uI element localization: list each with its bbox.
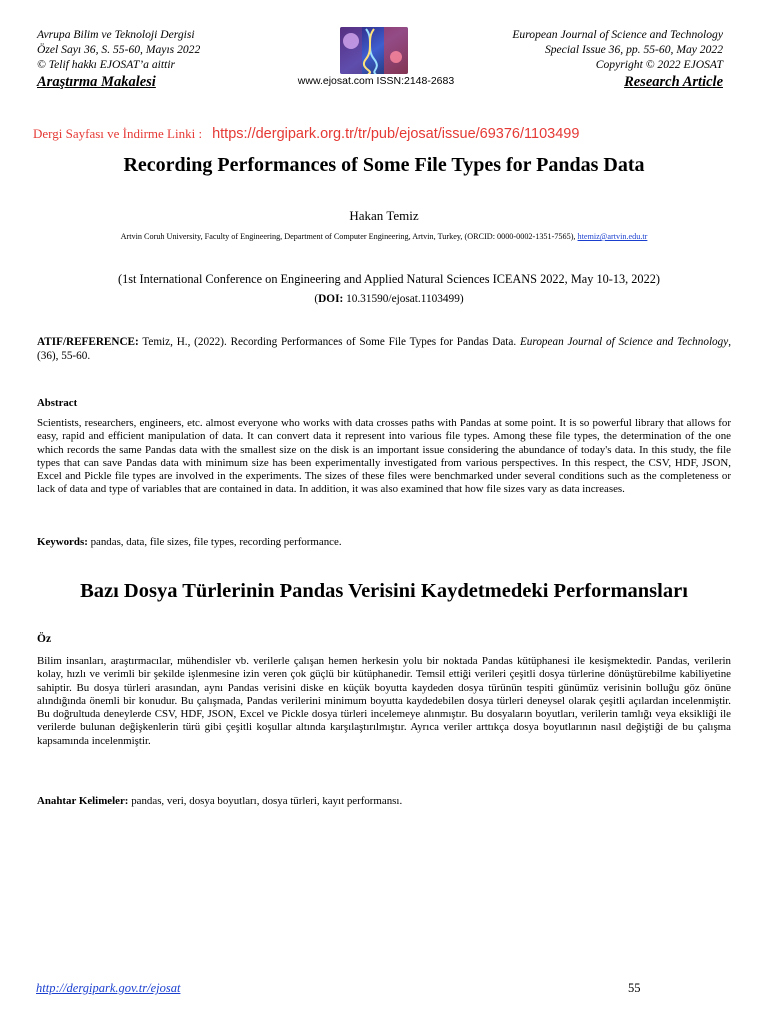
journal-cover-logo: [340, 27, 408, 74]
keywords-label: Keywords:: [37, 536, 88, 548]
doi-line: (DOI: 10.31590/ejosat.1103499): [314, 293, 464, 305]
author-affiliation: [0, 232, 768, 241]
anahtar-kelimeler-label: Anahtar Kelimeler:: [37, 795, 129, 807]
journal-header-left: [37, 27, 297, 91]
article-type-tr: Araştırma Makalesi: [37, 74, 156, 90]
download-link[interactable]: https://dergipark.org.tr/tr/pub/ejosat/issue/69376/1103499: [212, 126, 580, 142]
issn-line: www.ejosat.com ISSN:2148-2683: [297, 75, 455, 87]
page-number: 55: [628, 981, 641, 995]
affiliation-text: Artvin Coruh University, Faculty of Engineering, Department of Computer Engineering, Artvin, Turkey, (ORCID: 0000-0002-1351-7565),: [120, 232, 576, 241]
reference-label: ATIF/REFERENCE:: [37, 336, 139, 348]
keywords-text: pandas, data, file sizes, file types, recording performance.: [90, 536, 342, 548]
download-link-row: [33, 125, 579, 143]
reference-tail: , (36), 55-60.: [37, 336, 732, 362]
doi-label: DOI:: [318, 293, 344, 305]
oz-heading: Öz: [37, 633, 52, 645]
abstract-body: Scientists, researchers, engineers, etc. almost everyone who works with data crosses paths with Pandas at some point. It is so powerful library that allows for easy, rapid and efficient manipulation of data. It can convert data it represent into various file types. Among these file types, the determination of the one which records the same Pandas data with the smallest size on the disk is an important issue considering the abundance of today's data. In this study, the file types that can save Pandas data with minimum size has been experimentally investigated from various perspectives. In this respect, the CSV, HDF, JSON, Excel and Pickle file types are involved in the experiments. The sizes of these files were benchmarked under several conditions such as the completeness or lack of data and type of variables that are contained in data. In addition, it was also examined that how file sizes vary as data increases.: [37, 417, 731, 496]
download-link-label: Dergi Sayfası ve İndirme Linki :: [33, 126, 203, 141]
abstract-heading: Abstract: [37, 397, 78, 409]
article-type-en: Research Article: [624, 74, 723, 90]
keywords-line: [37, 536, 731, 549]
conference-info: (1st International Conference on Engineering and Applied Natural Sciences ICEANS 2022, May 10-13, 2022): [118, 272, 660, 286]
issue-info-en: Special Issue 36, pp. 55-60, May 2022: [544, 43, 723, 56]
anahtar-kelimeler-text: pandas, veri, dosya boyutları, dosya türleri, kayıt performansı.: [131, 795, 403, 807]
journal-header-right: [423, 27, 723, 91]
citation-reference: [37, 335, 731, 363]
author-name: Hakan Temiz: [349, 208, 419, 223]
journal-name-en: European Journal of Science and Technology: [512, 28, 723, 41]
doi-value: 10.31590/ejosat.1103499: [346, 293, 460, 305]
author-email-link[interactable]: htemiz@artvin.edu.tr: [577, 232, 648, 241]
footer-journal-link[interactable]: http://dergipark.gov.tr/ejosat: [36, 981, 181, 995]
oz-body: Bilim insanları, araştırmacılar, mühendisler vb. verilerle çalışan hemen herkesin yolu bir noktada Pandas kütüphanesi ile kesişmektedir. Pandas, verilerin kolay, hızlı ve verimli bir şekilde işlenmesine izin veren çok güçlü bir kütüphanedir. Temsil ettiği verileri çeşitli dosya türlerine dönüştürebilme kabiliyetine sahiptir. Bu dosya türleri arasından, aynı Pandas verisini diske en küçük boyutta kaydeden dosya türünün tespiti günümüz verisinin bolluğu göz önüne alındığında önemli bir konudur. Bu çalışmada, Pandas verilerini minimum boyutta kaydedebilen dosya türleri deneysel olarak çeşitli açılardan incelenmiştir. Bu doğrultuda deneylerde CSV, HDF, JSON, Excel ve Pickle dosya türleri incelemeye alınmıştır. Bu dosyaların boyutları, verilerin tamlığı veya eksikliği ile verilerde bulunan değişkenlerin türü gibi çeşitli koşullar altında karşılaştırılmıştır. Ayrıca veriler arttıkça dosya boyutlarının nasıl değiştiği de bu çalışma kapsamında incelenmiştir.: [37, 655, 731, 747]
copyright-en: Copyright © 2022 EJOSAT: [595, 58, 723, 71]
journal-name-tr: Avrupa Bilim ve Teknoloji Dergisi: [37, 28, 195, 41]
paper-title: Recording Performances of Some File Types for Pandas Data: [123, 154, 645, 176]
reference-journal: European Journal of Science and Technology: [519, 336, 729, 348]
turkish-title: Bazı Dosya Türlerinin Pandas Verisini Kaydetmedeki Performansları: [80, 580, 688, 602]
copyright-tr: © Telif hakkı EJOSAT’a aittir: [37, 58, 176, 71]
issue-info-tr: Özel Sayı 36, S. 55-60, Mayıs 2022: [37, 43, 201, 56]
anahtar-kelimeler-line: [37, 795, 731, 808]
reference-text: Temiz, H., (2022). Recording Performances of Some File Types for Pandas Data.: [142, 336, 517, 348]
